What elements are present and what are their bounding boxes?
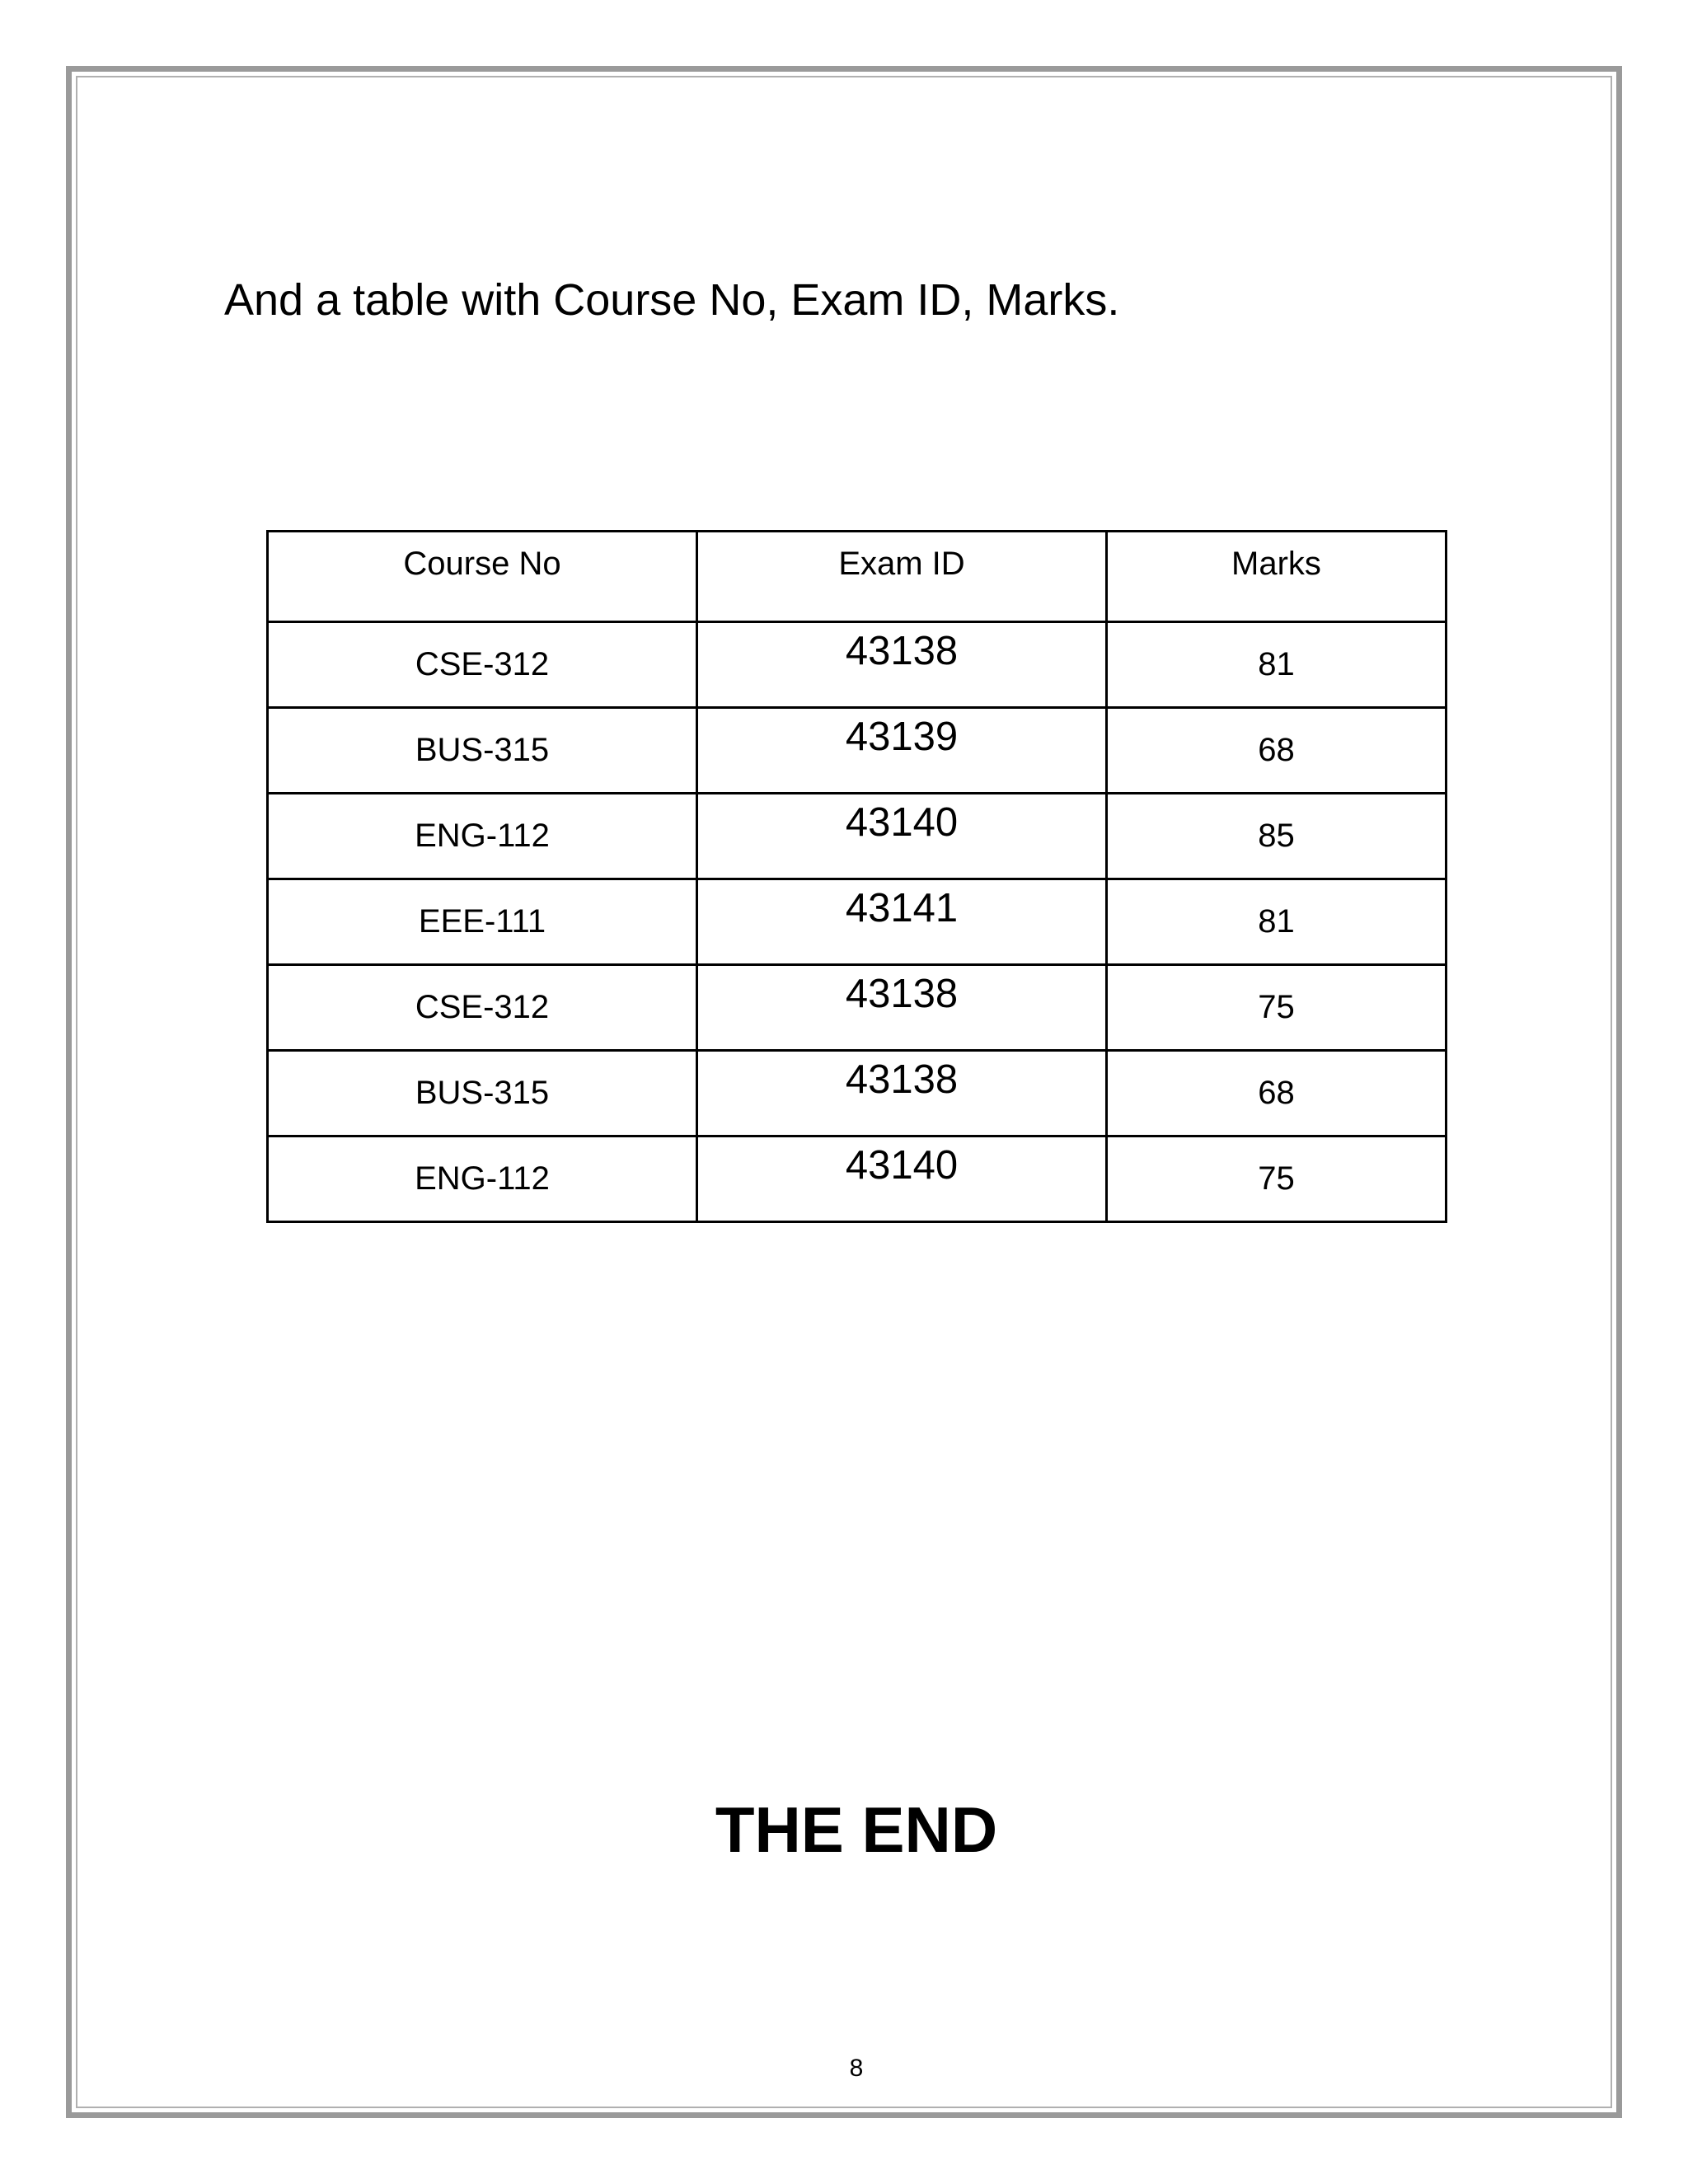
table-row bbox=[268, 965, 1447, 1051]
marks-cell: 75 bbox=[1107, 965, 1447, 1051]
course-no-cell: CSE-312 bbox=[268, 965, 697, 1051]
course-no-cell: BUS-315 bbox=[268, 1051, 697, 1137]
table-row bbox=[268, 622, 1447, 708]
exam-id-cell: 43138 bbox=[697, 965, 1107, 1051]
exam-id-cell: 43139 bbox=[697, 708, 1107, 794]
marks-cell: 75 bbox=[1107, 1137, 1447, 1222]
course-no-cell: ENG-112 bbox=[268, 794, 697, 879]
marks-cell: 81 bbox=[1107, 879, 1447, 965]
table-row bbox=[268, 708, 1447, 794]
marks-cell: 68 bbox=[1107, 708, 1447, 794]
header-marks: Marks bbox=[1107, 532, 1447, 622]
header-exam-id: Exam ID bbox=[697, 532, 1107, 622]
intro-text: And a table with Course No, Exam ID, Marks. bbox=[224, 275, 1120, 325]
marks-table bbox=[266, 530, 1447, 1223]
course-no-cell: CSE-312 bbox=[268, 622, 697, 708]
course-no-cell: BUS-315 bbox=[268, 708, 697, 794]
page-number: 8 bbox=[849, 2055, 864, 2082]
table-row bbox=[268, 1051, 1447, 1137]
exam-id-cell: 43141 bbox=[697, 879, 1107, 965]
exam-id-cell: 43138 bbox=[697, 1051, 1107, 1137]
marks-cell: 68 bbox=[1107, 1051, 1447, 1137]
exam-id-cell: 43140 bbox=[697, 794, 1107, 879]
course-no-cell: ENG-112 bbox=[268, 1137, 697, 1222]
exam-id-cell: 43140 bbox=[697, 1137, 1107, 1222]
marks-cell: 85 bbox=[1107, 794, 1447, 879]
course-no-cell: EEE-111 bbox=[268, 879, 697, 965]
exam-id-cell: 43138 bbox=[697, 622, 1107, 708]
table-row bbox=[268, 879, 1447, 965]
table-row bbox=[268, 794, 1447, 879]
header-course-no: Course No bbox=[268, 532, 697, 622]
end-title: THE END bbox=[715, 1793, 998, 1866]
marks-cell: 81 bbox=[1107, 622, 1447, 708]
table-row bbox=[268, 1137, 1447, 1222]
table-header-row bbox=[268, 532, 1447, 622]
